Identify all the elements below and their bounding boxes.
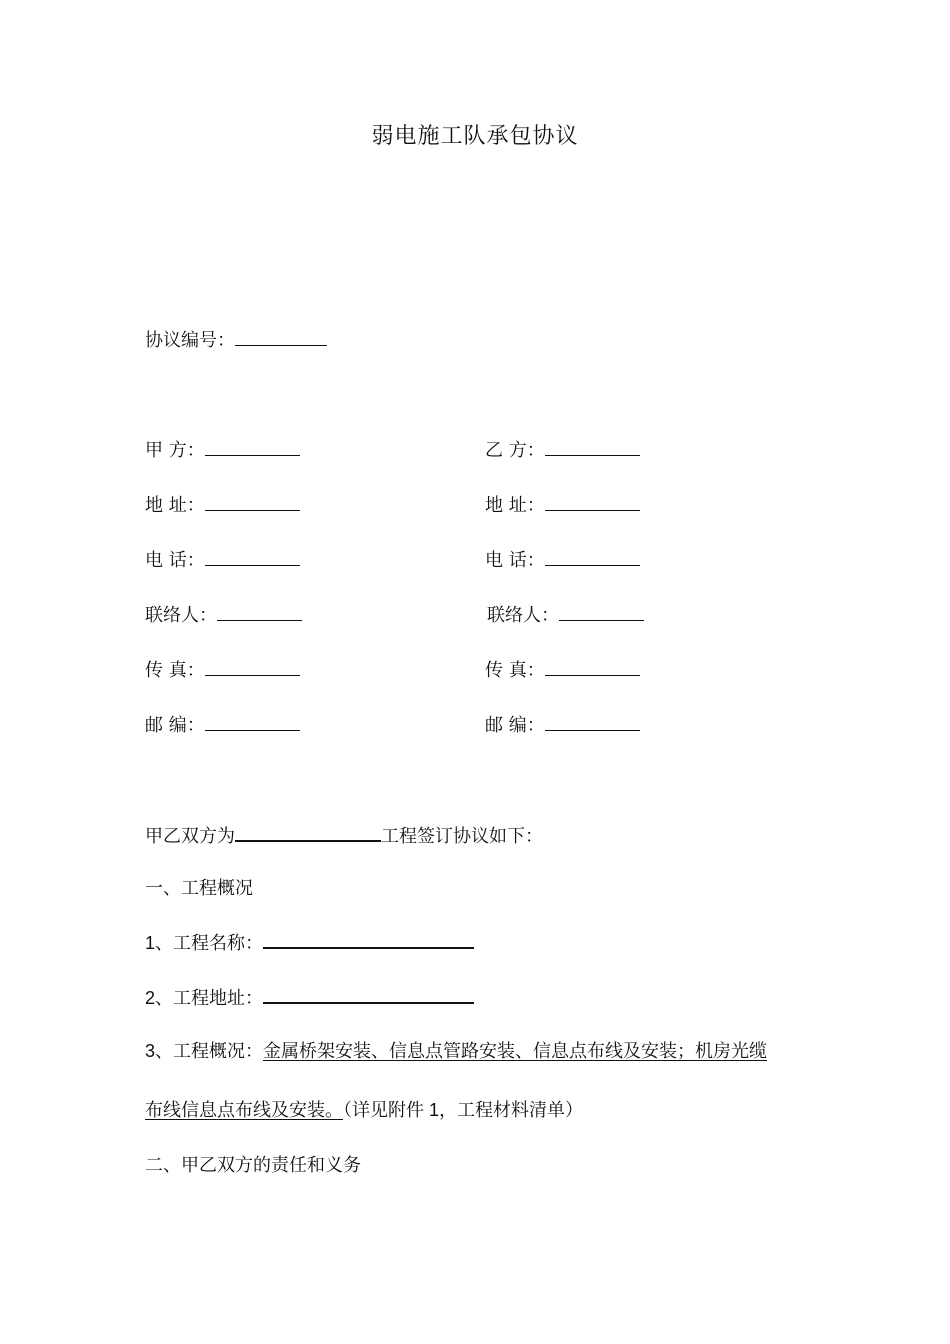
section-1-heading: 一、工程概况 [145, 878, 253, 899]
party-b-fax-label: 传 真： [485, 660, 545, 681]
party-b-address-blank[interactable] [545, 492, 640, 511]
party-a-address-label: 地 址： [145, 495, 205, 516]
party-b-name-line [485, 437, 640, 463]
party-a-phone-label: 电 话： [145, 550, 205, 571]
item-3-number: 3 [145, 1041, 156, 1061]
item-1-label: 、工程名称： [155, 933, 264, 954]
intro-suffix: 工程签订协议如下： [381, 826, 543, 847]
intro-prefix: 甲乙双方为 [145, 826, 235, 847]
item-2-number: 2 [145, 988, 156, 1008]
agreement-number-blank[interactable] [235, 327, 327, 346]
intro-line [145, 822, 543, 849]
item-3-note-suffix: ，工程材料清单） [439, 1100, 584, 1121]
project-name-blank[interactable] [263, 929, 474, 949]
party-b-phone-line [485, 547, 640, 573]
party-b-fax-blank[interactable] [545, 657, 640, 676]
party-a-fax-label: 传 真： [145, 660, 205, 681]
party-b-address-label: 地 址： [485, 495, 545, 516]
item-2-label: 、工程地址： [155, 988, 264, 1009]
section-2-heading: 二、甲乙双方的责任和义务 [145, 1155, 361, 1176]
party-a-phone-blank[interactable] [205, 547, 300, 566]
party-b-address-line [485, 492, 640, 518]
item-3-continuation [145, 1098, 583, 1123]
party-b-fax-line [485, 657, 640, 683]
page-title: 弱电施工队承包协议 [371, 124, 579, 149]
item-2-line [145, 984, 474, 1011]
item-3-note-prefix: （详见附件 [343, 1100, 424, 1121]
party-b-zip-line [485, 712, 640, 738]
party-b-name-label: 乙 方： [485, 440, 545, 461]
party-b-contact-line [487, 602, 644, 628]
party-b-phone-label: 电 话： [485, 550, 545, 571]
party-a-contact-blank[interactable] [217, 602, 302, 621]
agreement-number-label: 协议编号： [145, 330, 235, 351]
party-a-address-blank[interactable] [205, 492, 300, 511]
item-1-line [145, 929, 474, 956]
item-1-number: 1 [145, 933, 156, 953]
project-blank[interactable] [235, 822, 381, 842]
party-a-fax-blank[interactable] [205, 657, 300, 676]
party-a-address-line [145, 492, 300, 518]
party-a-contact-label: 联络人： [145, 605, 217, 626]
party-a-phone-line [145, 547, 300, 573]
item-3-description-line-2: 布线信息点布线及安装。 [145, 1100, 343, 1121]
item-3-line [145, 1039, 767, 1064]
party-b-contact-label: 联络人： [487, 605, 559, 626]
item-3-description-line-1: 金属桥架安装、信息点管路安装、信息点布线及安装；机房光缆 [263, 1041, 768, 1062]
party-a-zip-label: 邮 编： [145, 715, 205, 736]
party-a-name-label: 甲 方： [145, 440, 205, 461]
party-a-name-blank[interactable] [205, 437, 300, 456]
party-a-zip-line [145, 712, 300, 738]
item-3-label: 、工程概况： [155, 1041, 264, 1062]
party-b-zip-blank[interactable] [545, 712, 640, 731]
party-b-contact-blank[interactable] [559, 602, 644, 621]
party-b-name-blank[interactable] [545, 437, 640, 456]
party-b-zip-label: 邮 编： [485, 715, 545, 736]
party-a-contact-line [145, 602, 302, 628]
party-a-name-line [145, 437, 300, 463]
agreement-number-line [145, 327, 327, 353]
party-a-zip-blank[interactable] [205, 712, 300, 731]
party-b-phone-blank[interactable] [545, 547, 640, 566]
item-3-note-number: 1 [424, 1100, 440, 1120]
party-a-fax-line [145, 657, 300, 683]
project-address-blank[interactable] [263, 984, 474, 1004]
